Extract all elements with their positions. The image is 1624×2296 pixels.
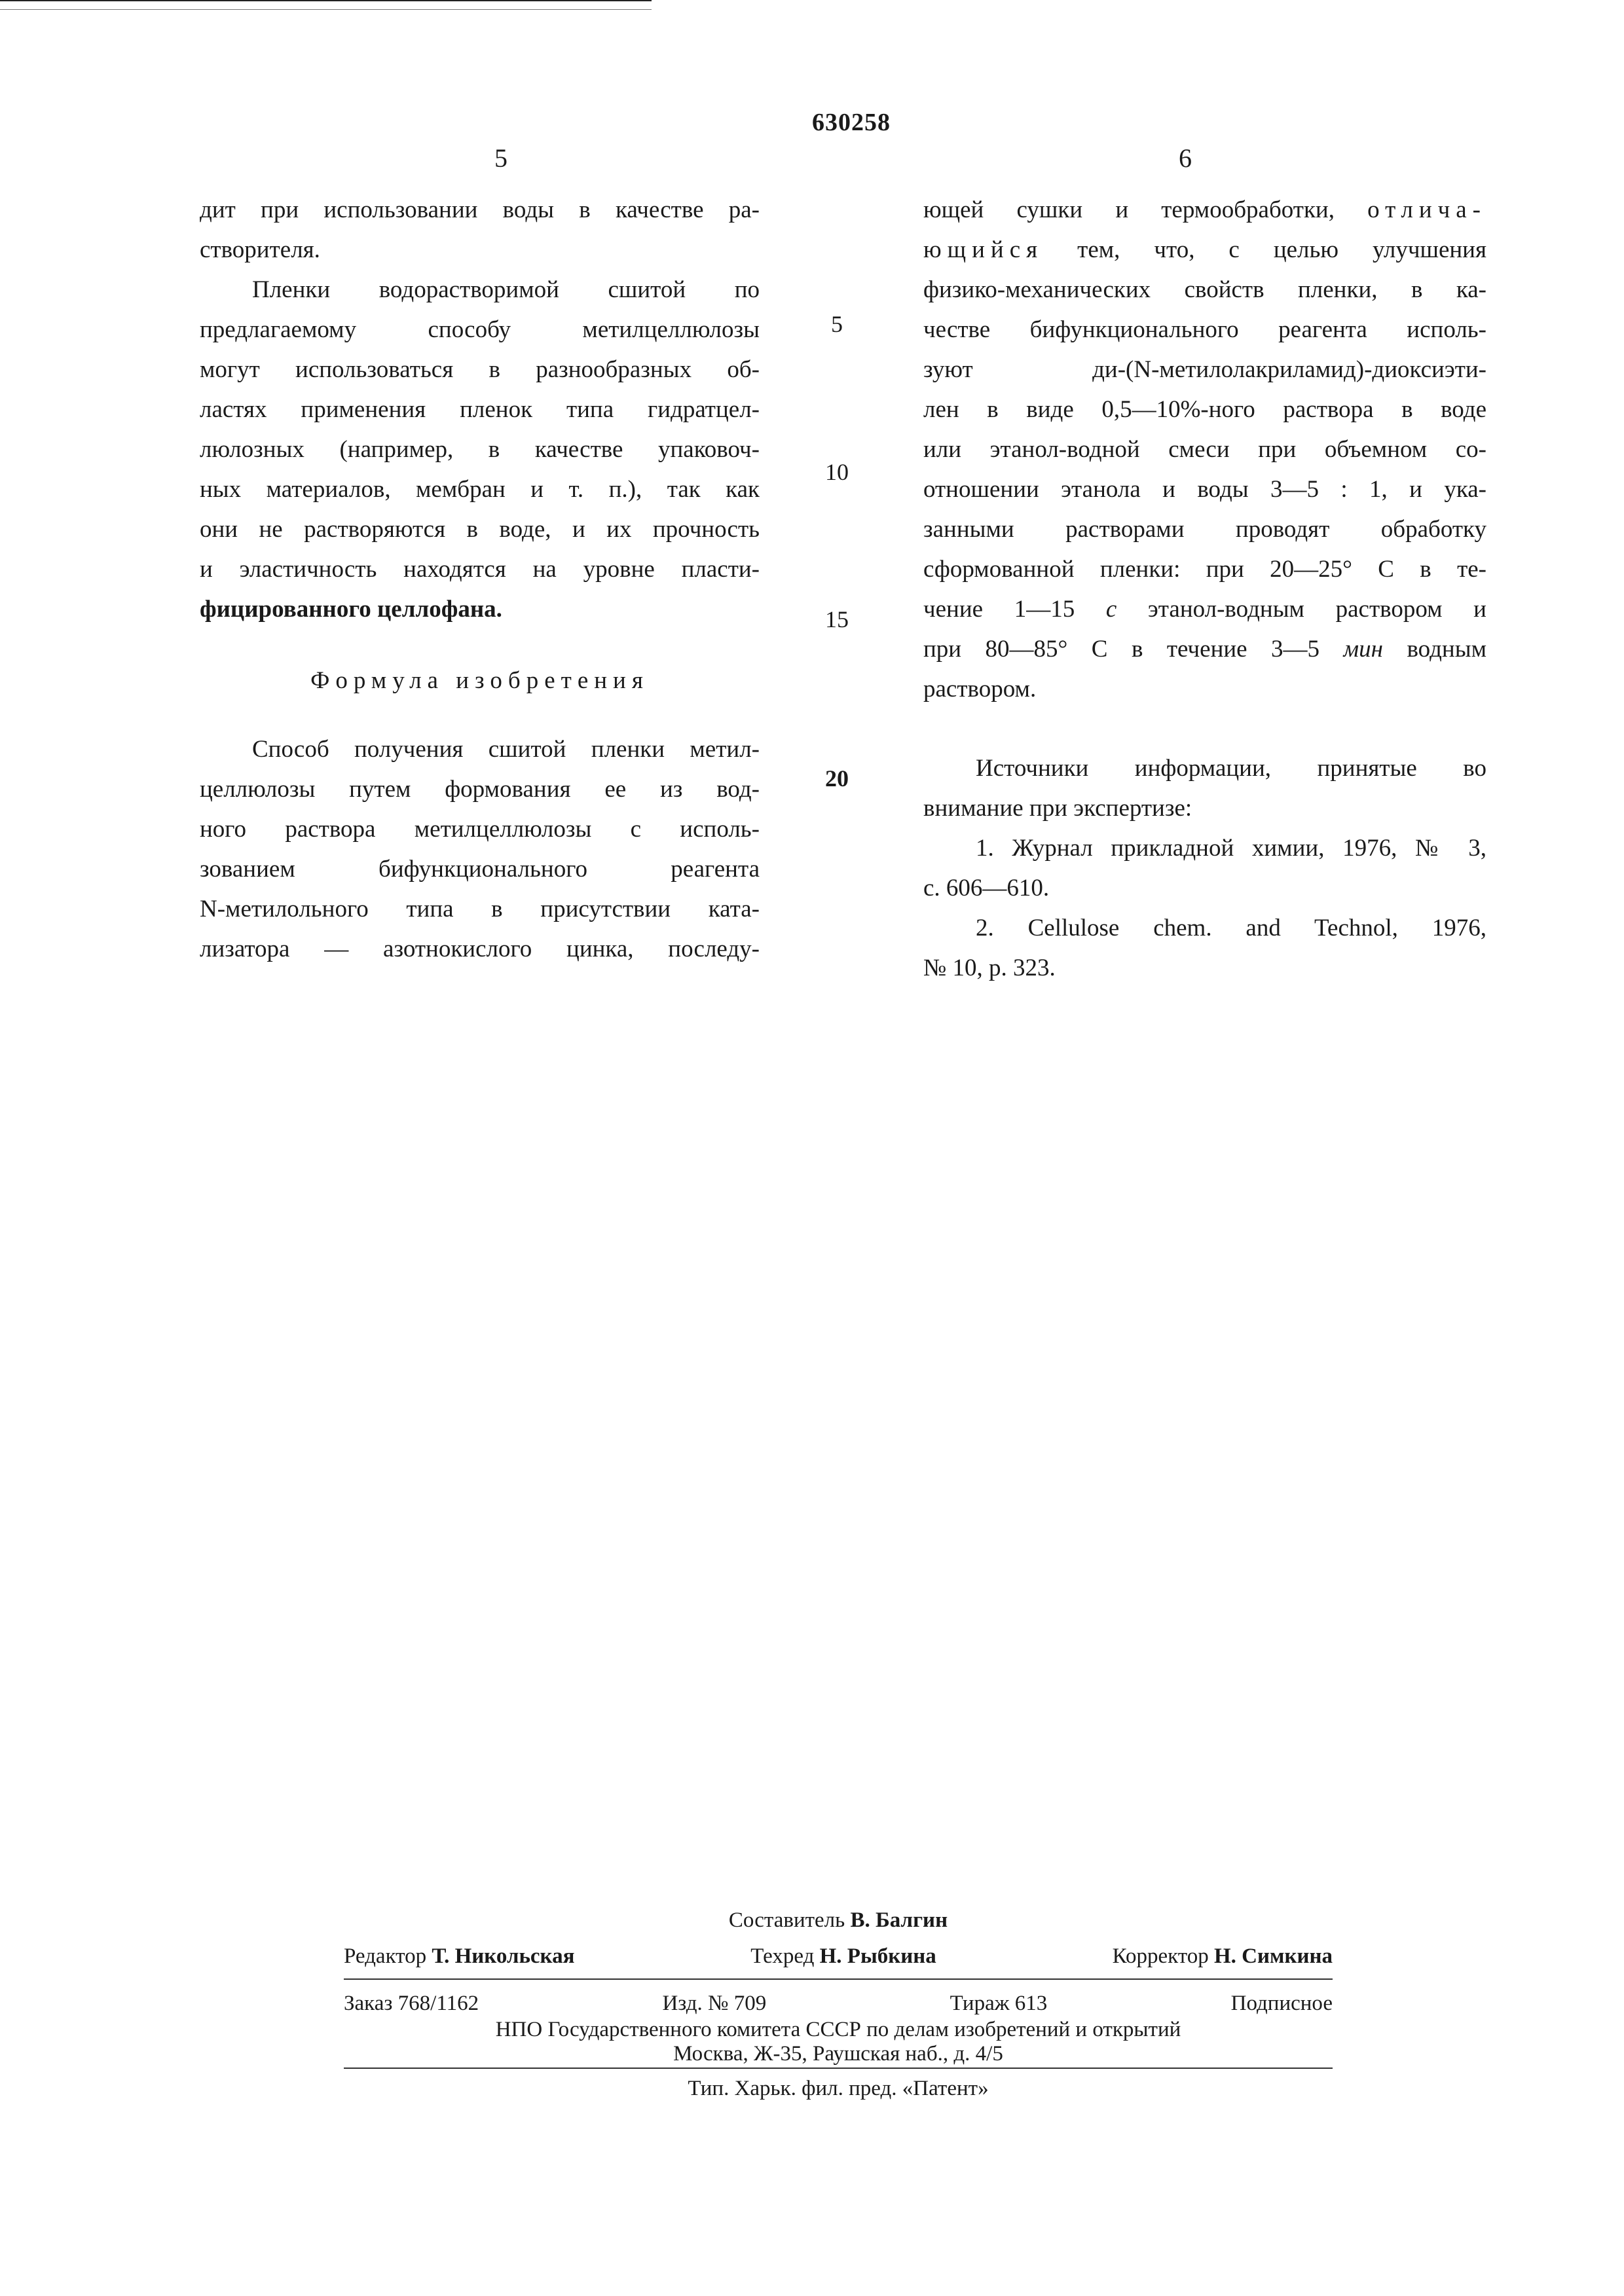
text-fragment: тем, что, с целью улучшения bbox=[1043, 236, 1486, 263]
text-line: честве бифункционального реагента исполь- bbox=[923, 310, 1486, 350]
text-line: ных материалов, мембран и т. п.), так как bbox=[200, 469, 760, 509]
text-line: фицированного целлофана. bbox=[200, 589, 760, 629]
techred-name: Н. Рыбкина bbox=[820, 1944, 936, 1968]
podpisnoe: Подписное bbox=[1231, 1992, 1333, 2016]
text-line: сформованной пленки: при 20—25° С в те- bbox=[923, 549, 1486, 589]
text-line: Способ получения сшитой пленки метил- bbox=[200, 729, 760, 769]
organization-block bbox=[344, 2018, 1333, 2066]
text-line: или этанол-водной смеси при объемном со- bbox=[923, 429, 1486, 469]
text-line bbox=[923, 629, 1486, 669]
text-line: № 10, p. 323. bbox=[923, 948, 1486, 988]
organization-address: Москва, Ж-35, Раушская наб., д. 4/5 bbox=[344, 2042, 1333, 2066]
text-line: раствором. bbox=[923, 669, 1486, 709]
editor bbox=[344, 1944, 574, 1969]
text-line: дит при использовании воды в качестве ра- bbox=[200, 190, 760, 230]
line-number: 20 bbox=[824, 765, 850, 792]
compiler-line bbox=[344, 1908, 1333, 1933]
text-fragment: чение 1—15 bbox=[923, 596, 1106, 623]
text-line: лен в виде 0,5—10%-ного раствора в воде bbox=[923, 390, 1486, 429]
text-fragment: мин bbox=[1344, 636, 1383, 663]
text-line: они не растворяются в воде, и их прочность bbox=[200, 509, 760, 549]
organization-name: НПО Государственного комитета СССР по делам изобретений и открытий bbox=[344, 2018, 1333, 2042]
compiler-name: В. Балгин bbox=[850, 1908, 948, 1932]
section-heading: Формула изобретения bbox=[200, 661, 760, 701]
tirazh: Тираж 613 bbox=[950, 1992, 1048, 2016]
text-line: внимание при экспертизе: bbox=[923, 788, 1486, 828]
text-line: зуют ди-(N-метилолакриламид)-диоксиэти- bbox=[923, 350, 1486, 390]
right-column bbox=[923, 190, 1486, 988]
text-fragment: с bbox=[1106, 596, 1116, 623]
text-line bbox=[923, 589, 1486, 629]
editor-name: Т. Никольская bbox=[432, 1944, 574, 1968]
text-line: лизатора — азотнокислого цинка, последу- bbox=[200, 929, 760, 969]
text-fragment: водным bbox=[1383, 636, 1486, 663]
text-line: целлюлозы путем формования ее из вод- bbox=[200, 769, 760, 809]
printer-line: Тип. Харьк. фил. пред. «Патент» bbox=[344, 2077, 1333, 2101]
text-line: N-метилольного типа в присутствии ката- bbox=[200, 889, 760, 929]
line-number: 5 bbox=[824, 310, 850, 338]
corrector-label: Корректор bbox=[1113, 1944, 1214, 1968]
corrector-name: Н. Симкина bbox=[1214, 1944, 1333, 1968]
techred-label: Техред bbox=[750, 1944, 819, 1968]
text-line: 1. Журнал прикладной химии, 1976, № 3, bbox=[923, 828, 1486, 868]
spacer bbox=[923, 709, 1486, 748]
text-line: с. 606—610. bbox=[923, 868, 1486, 908]
text-fragment: ющей сушки и термообработки, bbox=[923, 196, 1367, 223]
text-line: Источники информации, принятые во bbox=[923, 748, 1486, 788]
text-line: 2. Cellulose chem. and Technol, 1976, bbox=[923, 908, 1486, 948]
techred bbox=[750, 1944, 936, 1969]
text-line: и эластичность находятся на уровне пласти- bbox=[200, 549, 760, 589]
footer-divider bbox=[344, 1978, 1333, 1980]
text-line bbox=[923, 190, 1486, 230]
izd-number: Изд. № 709 bbox=[662, 1992, 766, 2016]
left-column bbox=[200, 190, 760, 969]
text-line: люлозных (например, в качестве упаковоч- bbox=[200, 429, 760, 469]
page-number-right: 6 bbox=[1179, 143, 1192, 173]
text-fragment: отлича- bbox=[1367, 196, 1486, 223]
text-line: Пленки водорастворимой сшитой по bbox=[200, 270, 760, 310]
compiler-label: Составитель bbox=[729, 1908, 851, 1932]
text-line: ного раствора метилцеллюлозы с исполь- bbox=[200, 809, 760, 849]
text-fragment: при 80—85° С в течение 3—5 bbox=[923, 636, 1344, 663]
text-line: предлагаемому способу метилцеллюлозы bbox=[200, 310, 760, 350]
order-number: Заказ 768/1162 bbox=[344, 1992, 479, 2016]
text-line: могут использоваться в разнообразных об- bbox=[200, 350, 760, 390]
line-number: 15 bbox=[824, 606, 850, 633]
text-line: физико-механических свойств пленки, в ка- bbox=[923, 270, 1486, 310]
text-line: зованием бифункционального реагента bbox=[200, 849, 760, 889]
text-line: отношении этанола и воды 3—5 : 1, и ука- bbox=[923, 469, 1486, 509]
text-fragment: ющийся bbox=[923, 236, 1043, 263]
staff-roles-row bbox=[344, 1944, 1333, 1969]
text-line: занными растворами проводят обработку bbox=[923, 509, 1486, 549]
line-number: 10 bbox=[824, 458, 850, 486]
footer-divider bbox=[344, 2068, 1333, 2069]
text-line: створителя. bbox=[200, 230, 760, 270]
page-number-left: 5 bbox=[494, 143, 507, 173]
editor-label: Редактор bbox=[344, 1944, 432, 1968]
top-rule bbox=[0, 0, 652, 1]
corrector bbox=[1113, 1944, 1333, 1969]
text-line bbox=[923, 230, 1486, 270]
patent-number: 630258 bbox=[773, 108, 930, 137]
top-rule-thin bbox=[0, 9, 652, 10]
order-row bbox=[344, 1992, 1333, 2016]
text-fragment: этанол-водным раствором и bbox=[1116, 596, 1486, 623]
text-line: ластях применения пленок типа гидратцел- bbox=[200, 390, 760, 429]
